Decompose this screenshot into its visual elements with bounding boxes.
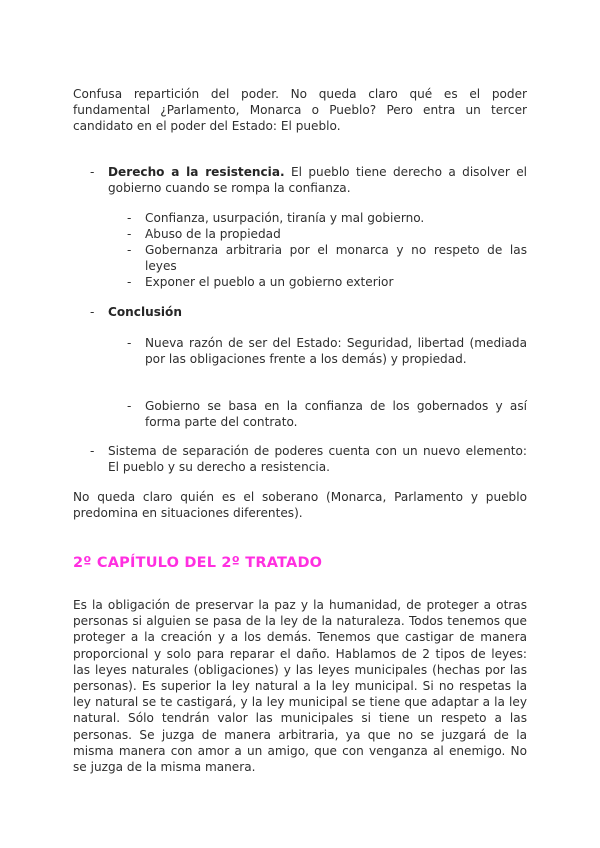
bullet-marker: -: [90, 444, 95, 458]
bullet-marker: -: [90, 165, 95, 179]
soberano-paragraph: No queda claro quién es el soberano (Monarca, Parlamento y pueblo predomina en situaciones diferentes).: [73, 490, 527, 521]
bullet-marker: -: [90, 305, 95, 319]
resistencia-text: El pueblo tiene derecho a disolver el gobierno cuando se rompa la confianza.: [108, 165, 527, 196]
conclusion-label: Conclusión: [108, 305, 182, 319]
body-paragraph: Es la obligación de preservar la paz y la humanidad, de proteger a otras personas si alguien se pasa de la ley de la naturaleza. Todos tenemos que proteger a la creación y a los demás. Tenemos que castigar de manera proporcional y solo para reparar el daño. Hablamos de 2 tipos de leyes: las leyes naturales (obligaciones) y las leyes municipales (hechas por las personas). Es superior la ley natural a la ley municipal. Si no respetas la ley natural se te castigará, y la ley municipal se tiene que adaptar a la ley natural. Sólo tendrán valor las municipales si tiene un respeto a las personas. Se juzga de manera arbitraria, ya que no se juzgará de la misma manera con amor a un amigo, que con venganza al enemigo. No se juzga de la misma manera.: [73, 598, 527, 775]
bullet-marker: -: [127, 211, 132, 225]
resistencia-subitem: Exponer el pueblo a un gobierno exterior: [145, 275, 394, 289]
section-heading: 2º CAPÍTULO DEL 2º TRATADO: [73, 555, 323, 571]
resistencia-label: Derecho a la resistencia.: [108, 165, 285, 179]
resistencia-subitem: Abuso de la propiedad: [145, 227, 281, 241]
bullet-marker: -: [127, 336, 132, 350]
bullet-marker: -: [127, 227, 132, 241]
intro-paragraph: Confusa repartición del poder. No queda claro qué es el poder fundamental ¿Parlamento, Monarca o Pueblo? Pero entra un tercer candidato en el poder del Estado: El pueblo.: [73, 87, 527, 134]
conclusion-subitem: Nueva razón de ser del Estado: Seguridad, libertad (mediada por las obligaciones frente a los demás) y propiedad.: [145, 336, 527, 367]
resistencia-item: [108, 164, 527, 196]
bullet-marker: -: [127, 399, 132, 413]
bullet-marker: -: [127, 243, 132, 257]
separacion-item: Sistema de separación de poderes cuenta con un nuevo elemento: El pueblo y su derecho a resistencia.: [108, 444, 527, 475]
resistencia-subitem: Confianza, usurpación, tiranía y mal gobierno.: [145, 211, 425, 225]
bullet-marker: -: [127, 275, 132, 289]
resistencia-subitem: Gobernanza arbitraria por el monarca y no respeto de las leyes: [145, 243, 527, 274]
conclusion-subitem: Gobierno se basa en la confianza de los gobernados y así forma parte del contrato.: [145, 399, 527, 430]
